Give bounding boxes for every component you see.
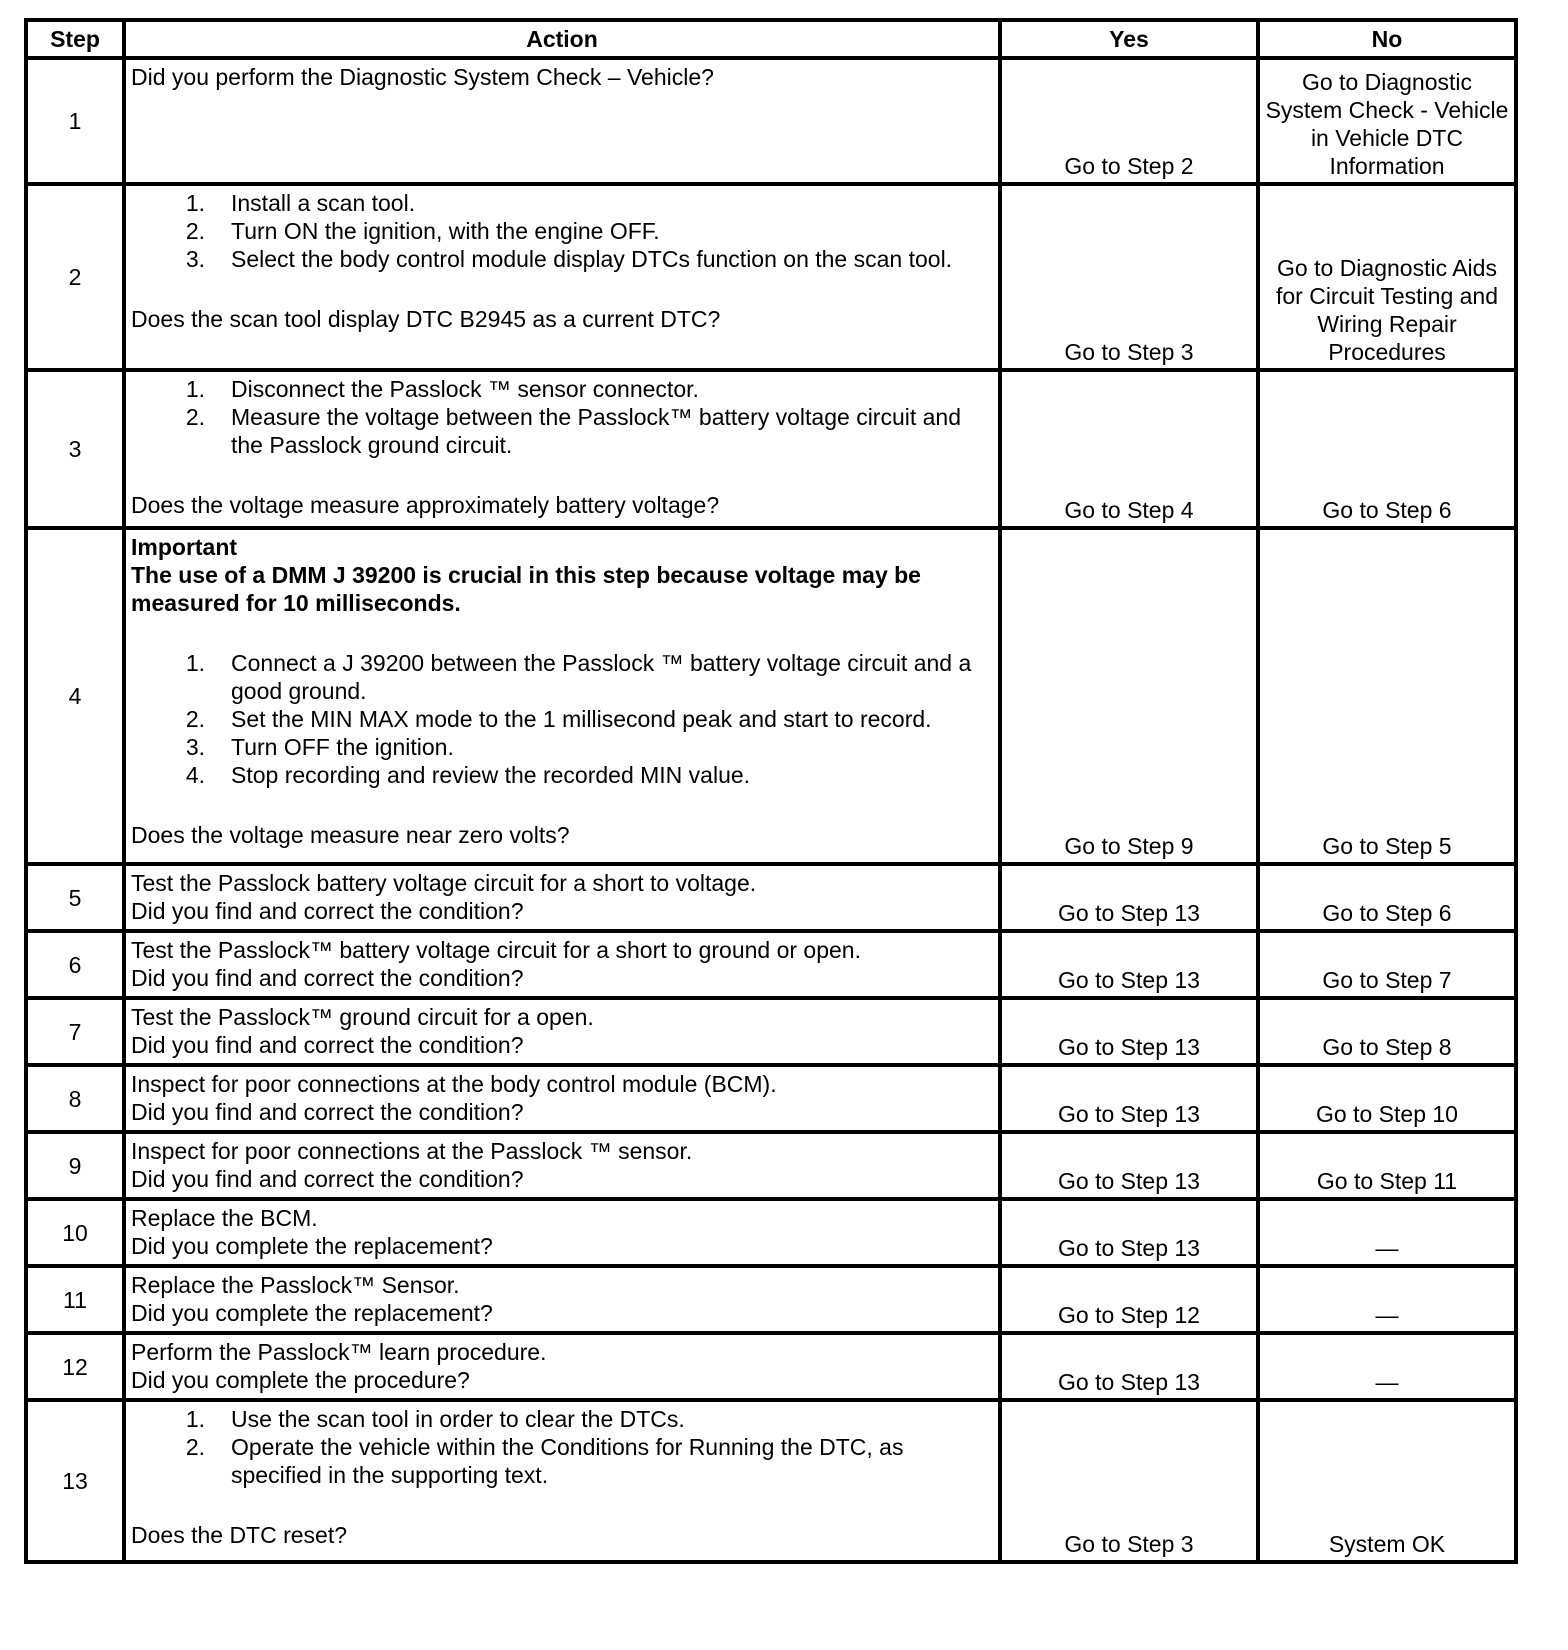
action-cell [124, 998, 1000, 1065]
action-cell [124, 931, 1000, 998]
no-cell: — [1258, 1266, 1516, 1333]
action-question: Did you find and correct the condition? [131, 1166, 524, 1192]
table-row [26, 931, 1516, 998]
action-question: Did you complete the replacement? [131, 1300, 493, 1326]
step-number: 12 [26, 1333, 124, 1400]
yes-cell: Go to Step 9 [1000, 528, 1258, 864]
action-text: Test the Passlock™ ground circuit for a open. [131, 1004, 594, 1030]
list-item: 4. Stop recording and review the recorded MIN value. [185, 762, 751, 788]
yes-cell: Go to Step 3 [1000, 184, 1258, 370]
list-item: 2. Turn ON the ignition, with the engine OFF. [185, 218, 660, 244]
table-row [26, 1065, 1516, 1132]
action-question: Did you find and correct the condition? [131, 898, 524, 924]
list-item: 3. Select the body control module display DTCs function on the scan tool. [185, 246, 953, 272]
step-number: 11 [26, 1266, 124, 1333]
yes-cell: Go to Step 13 [1000, 1333, 1258, 1400]
no-cell: Go to Step 10 [1258, 1065, 1516, 1132]
action-question: Did you complete the replacement? [131, 1233, 493, 1259]
yes-cell: Go to Step 13 [1000, 1199, 1258, 1266]
yes-cell: Go to Step 3 [1000, 1400, 1258, 1562]
header-no: No [1258, 20, 1516, 58]
action-cell [124, 370, 1000, 528]
table-row [26, 184, 1516, 370]
header-row [26, 20, 1516, 58]
list-item: 3. Turn OFF the ignition. [185, 734, 454, 760]
action-question: Does the voltage measure approximately battery voltage? [131, 492, 720, 518]
table-row [26, 1266, 1516, 1333]
no-cell: System OK [1258, 1400, 1516, 1562]
yes-cell: Go to Step 13 [1000, 1132, 1258, 1199]
important-note: The use of a DMM J 39200 is crucial in this step because voltage may be measured for 10 milliseconds. [131, 562, 921, 616]
action-question: Does the scan tool display DTC B2945 as a current DTC? [131, 306, 721, 332]
no-cell: — [1258, 1199, 1516, 1266]
action-cell [124, 58, 1000, 184]
header-yes: Yes [1000, 20, 1258, 58]
step-number: 7 [26, 998, 124, 1065]
no-cell: Go to Step 11 [1258, 1132, 1516, 1199]
no-cell: Go to Step 7 [1258, 931, 1516, 998]
step-number: 13 [26, 1400, 124, 1562]
action-cell [124, 1065, 1000, 1132]
action-question: Did you find and correct the condition? [131, 965, 524, 991]
yes-cell: Go to Step 13 [1000, 998, 1258, 1065]
diagnostic-table [24, 18, 1518, 1564]
action-cell [124, 1266, 1000, 1333]
action-cell [124, 1132, 1000, 1199]
step-number: 2 [26, 184, 124, 370]
list-item: 1. Use the scan tool in order to clear the DTCs. [185, 1406, 685, 1432]
step-number: 10 [26, 1199, 124, 1266]
table-row [26, 58, 1516, 184]
no-cell: Go to Step 8 [1258, 998, 1516, 1065]
step-number: 5 [26, 864, 124, 931]
step-number: 3 [26, 370, 124, 528]
action-cell [124, 1400, 1000, 1562]
action-text: Test the Passlock™ battery voltage circuit for a short to ground or open. [131, 937, 861, 963]
action-text: Test the Passlock battery voltage circuit for a short to voltage. [131, 870, 757, 896]
action-question: Did you find and correct the condition? [131, 1099, 524, 1125]
step-number: 1 [26, 58, 124, 184]
list-item: 1. Install a scan tool. [185, 190, 416, 216]
no-cell: Go to Diagnostic System Check - Vehicle in Vehicle DTC Information [1258, 58, 1516, 184]
list-item: 1. Disconnect the Passlock ™ sensor connector. [185, 376, 699, 402]
action-question: Did you find and correct the condition? [131, 1032, 524, 1058]
action-text: Replace the Passlock™ Sensor. [131, 1272, 460, 1298]
action-text: Did you perform the Diagnostic System Check – Vehicle? [131, 64, 714, 90]
no-cell: — [1258, 1333, 1516, 1400]
important-heading: Important [131, 534, 238, 560]
yes-cell: Go to Step 2 [1000, 58, 1258, 184]
action-text: Inspect for poor connections at the body control module (BCM). [131, 1071, 777, 1097]
action-cell [124, 1333, 1000, 1400]
table-row [26, 1333, 1516, 1400]
yes-cell: Go to Step 13 [1000, 931, 1258, 998]
no-cell: Go to Step 5 [1258, 528, 1516, 864]
action-cell [124, 184, 1000, 370]
table-row [26, 864, 1516, 931]
action-question: Did you complete the procedure? [131, 1367, 470, 1393]
action-text: Inspect for poor connections at the Passlock ™ sensor. [131, 1138, 693, 1164]
action-text: Perform the Passlock™ learn procedure. [131, 1339, 547, 1365]
table-row [26, 1132, 1516, 1199]
table-row [26, 998, 1516, 1065]
action-question: Does the DTC reset? [131, 1522, 348, 1548]
action-text: Replace the BCM. [131, 1205, 318, 1231]
table-row [26, 1199, 1516, 1266]
action-question: Does the voltage measure near zero volts? [131, 822, 570, 848]
yes-cell: Go to Step 4 [1000, 370, 1258, 528]
action-cell [124, 864, 1000, 931]
action-cell [124, 528, 1000, 864]
table-row [26, 1400, 1516, 1562]
list-item: 2. Set the MIN MAX mode to the 1 millisecond peak and start to record. [185, 706, 932, 732]
list-item: 2. Operate the vehicle within the Conditions for Running the DTC, as specified in the supporting text. [185, 1434, 904, 1488]
list-item: 1. Connect a J 39200 between the Passlock ™ battery voltage circuit and a good ground. [185, 650, 972, 704]
step-number: 4 [26, 528, 124, 864]
no-cell: Go to Diagnostic Aids for Circuit Testing and Wiring Repair Procedures [1258, 184, 1516, 370]
table-row [26, 528, 1516, 864]
yes-cell: Go to Step 13 [1000, 864, 1258, 931]
header-step: Step [26, 20, 124, 58]
list-item: 2. Measure the voltage between the Passlock™ battery voltage circuit and the Passlock ground circuit. [185, 404, 962, 458]
header-action: Action [124, 20, 1000, 58]
no-cell: Go to Step 6 [1258, 370, 1516, 528]
yes-cell: Go to Step 12 [1000, 1266, 1258, 1333]
no-cell: Go to Step 6 [1258, 864, 1516, 931]
step-number: 9 [26, 1132, 124, 1199]
table-row [26, 370, 1516, 528]
action-cell [124, 1199, 1000, 1266]
yes-cell: Go to Step 13 [1000, 1065, 1258, 1132]
step-number: 6 [26, 931, 124, 998]
step-number: 8 [26, 1065, 124, 1132]
